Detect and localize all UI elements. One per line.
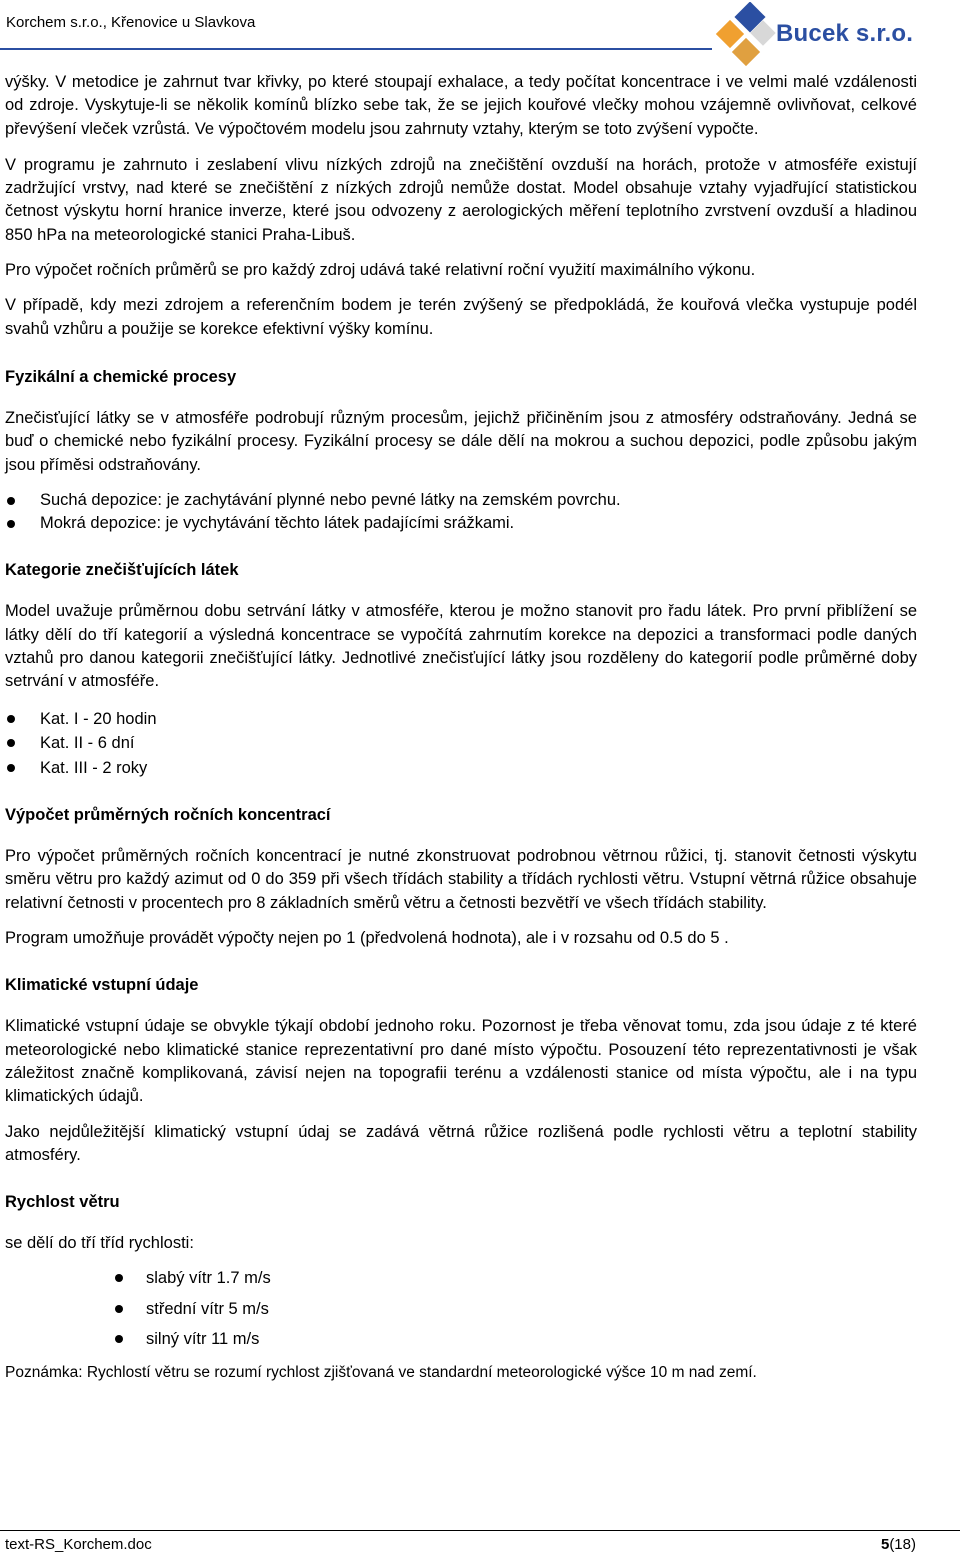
- paragraph: Pro výpočet ročních průměrů se pro každý zdroj udává také relativní roční využití maximálního výkonu.: [5, 261, 756, 280]
- page-header: [0, 0, 960, 54]
- list-item: silný vítr 11 m/s: [5, 1324, 917, 1355]
- list-item: střední vítr 5 m/s: [5, 1294, 917, 1325]
- category-list: [5, 707, 917, 781]
- document-body: [5, 71, 917, 1384]
- paragraph: Klimatické vstupní údaje se obvykle týkají období jednoho roku. Pozornost je třeba věnovat tomu, zda jsou údaje z té které meteorologické nebo klimatické stanice reprezentativní pro dané místo výpočtu. Posouzení této reprezentativnosti je však záležitost značně komplikovaná, závisí nejen na topografii terénu a vzdálenosti stanice od místa výpočtu, ale i na typu klimatických údajů.: [5, 1017, 917, 1106]
- paragraph: Jako nejdůležitější klimatický vstupní údaj se zadává větrná růžice rozlišená podle rychlosti větru a teplotní stability atmosféry.: [5, 1122, 917, 1164]
- paragraph: V programu je zahrnuto i zeslabení vlivu nízkých zdrojů na znečištění ovzduší na horách, protože v atmosféře existují zadržující vrstvy, nad které se znečištění z nízkých zdrojů nemůže dostat. Model obsahuje vztahy vyjadřující statistickou četnost výskytu horní hranice inverze, které jsou odvozeny z aerologických měření teplotního zvrstvení ovzduší a hladinou 850 hPa na meteorologické stanici Praha-Libuš.: [5, 155, 917, 244]
- list-item: Suchá depozice: je zachytávání plynné nebo pevné látky na zemském povrchu.: [5, 489, 917, 512]
- paragraph: Pro výpočet průměrných ročních koncentrací je nutné zkonstruovat podrobnou větrnou růžici, tj. stanovit četnosti výskytu směru větru pro každý azimut od 0 do 359 při všech třídách stability a třídách rychlosti větru. Vstupní větrná růžice obsahuje relativní četnosti v procentech pro 8 základních směrů větru a četnosti bezvětří ve všech třídách stability.: [5, 847, 917, 912]
- paragraph: výšky. V metodice je zahrnut tvar křivky, po které stoupají exhalace, a tedy počítat koncentrace i ve velmi malé vzdálenosti od zdroje. Vyskytuje-li se několik komínů blízko sebe tak, že se jejich kouřové vlečky mohou vzájemně ovlivňovat, celkové převýšení vleček vzrůstá. Ve výpočtovém modelu jsou zahrnuty vztahy, kterým se toto zvýšení vypočte.: [5, 73, 917, 138]
- footer-filename: text-RS_Korchem.doc: [5, 1536, 152, 1553]
- header-rule: [0, 48, 712, 50]
- paragraph: se dělí do tří tříd rychlosti:: [5, 1234, 194, 1253]
- list-item: Kat. II - 6 dní: [5, 731, 917, 756]
- section-heading: Rychlost větru: [5, 1193, 120, 1212]
- wind-speed-list: [5, 1263, 917, 1355]
- page-number: [881, 1536, 916, 1553]
- paragraph: Program umožňuje provádět výpočty nejen po 1 (předvolená hodnota), ale i v rozsahu od 0.5 do 5 .: [5, 929, 729, 948]
- section-heading: Fyzikální a chemické procesy: [5, 367, 237, 386]
- page-current: 5: [880, 1536, 890, 1553]
- list-item: Kat. I - 20 hodin: [5, 707, 917, 732]
- list-item: Kat. III - 2 roky: [5, 756, 917, 781]
- section-heading: Kategorie znečišťujících látek: [5, 561, 239, 580]
- header-company: Korchem s.r.o., Křenovice u Slavkova: [6, 14, 256, 31]
- paragraph: Znečisťující látky se v atmosféře podrobují různým procesům, jejichž přičiněním jsou z atmosféry odstraňovány. Jedná se buď o chemické nebo fyzikální procesy. Fyzikální procesy se dále dělí na mokrou a suchou depozici, podle způsobu jakým jsou příměsi odstraňovány.: [5, 408, 917, 474]
- paragraph: V případě, kdy mezi zdrojem a referenčním bodem je terén zvýšený se předpokládá, že kouřová vlečka vystupuje podél svahů vzhůru a použije se korekce efektivní výšky komínu.: [5, 296, 917, 338]
- footer-rule: [0, 1530, 960, 1531]
- paragraph: Model uvažuje průměrnou dobu setrvání látky v atmosféře, kterou je možno stanovit pro řadu látek. Pro první přiblížení se látky dělí do tří kategorií a výsledná koncentrace se vypočítá zahrnutím korekce na depozici a transformaci podle daných vztahů pro danou kategorii znečišťující látky. Jednotlivé znečisťující látky jsou rozděleny do kategorií podle průměrné doby setrvání v atmosféře.: [5, 602, 917, 691]
- logo-diamonds-icon: [698, 2, 776, 72]
- logo-diamond-orange-bottom: [732, 38, 760, 66]
- section-heading: Klimatické vstupní údaje: [5, 976, 199, 995]
- page-total: (18): [889, 1536, 916, 1553]
- logo-text: Bucek s.r.o.: [776, 20, 914, 47]
- note-paragraph: Poznámka: Rychlostí větru se rozumí rychlost zjišťovaná ve standardní meteorologické výšce 10 m nad zemí.: [5, 1363, 757, 1381]
- company-logo: [698, 2, 958, 72]
- list-item: slabý vítr 1.7 m/s: [5, 1263, 917, 1294]
- deposition-list: [5, 489, 917, 536]
- section-heading: Výpočet průměrných ročních koncentrací: [5, 806, 331, 825]
- logo-diamond-orange: [716, 20, 744, 48]
- list-item: Mokrá depozice: je vychytávání těchto látek padajícími srážkami.: [5, 512, 917, 535]
